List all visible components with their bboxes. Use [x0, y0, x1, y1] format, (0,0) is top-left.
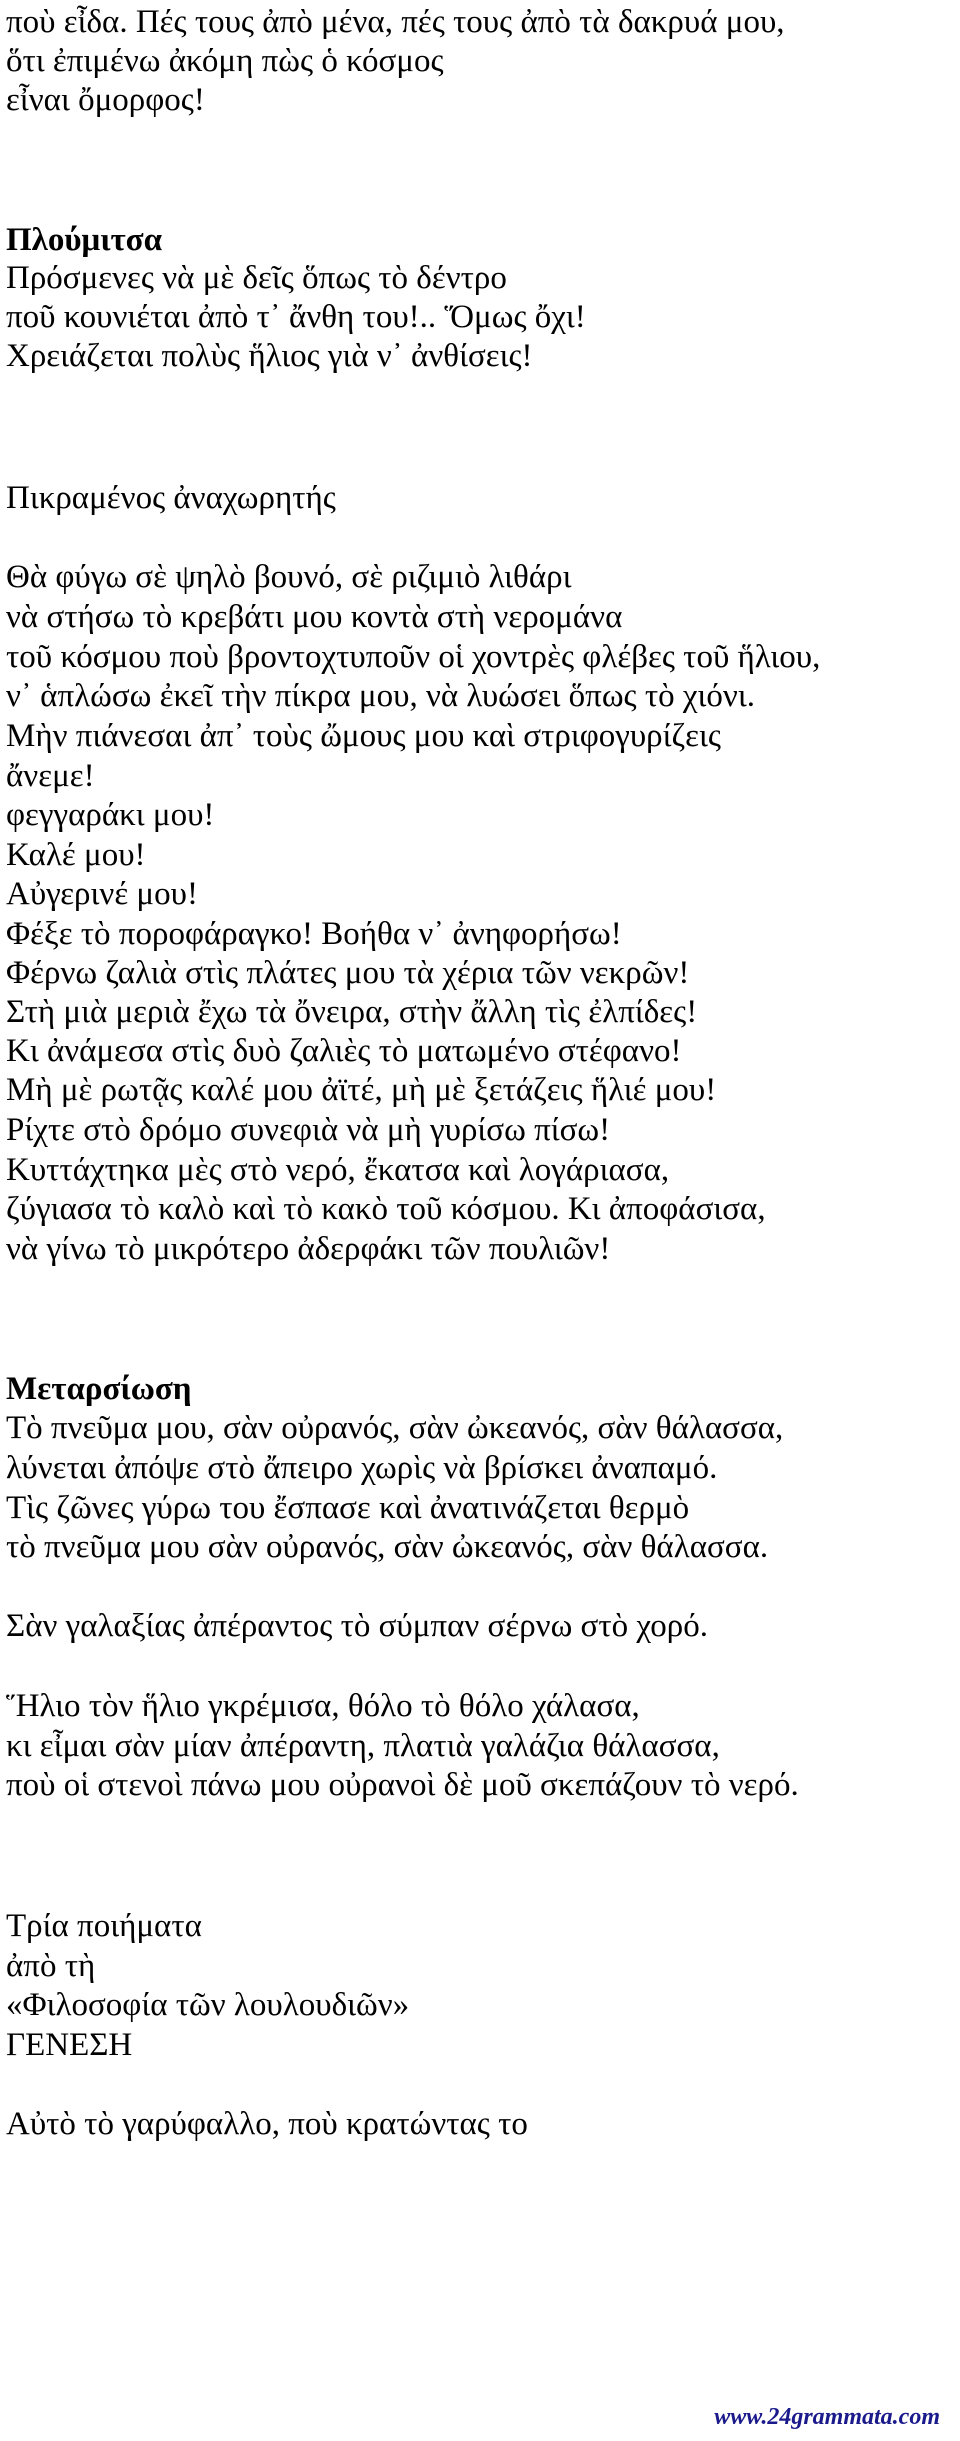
poem-line: Αὐτὸ τὸ γαρύφαλλο, ποὺ κρατώντας το: [6, 2106, 528, 2142]
poem-title-anachoritis: Πικραμένος ἀναχωρητής: [6, 480, 336, 516]
poem-line: εἶναι ὄμορφος!: [6, 82, 205, 118]
poem-line: φεγγαράκι μου!: [6, 797, 215, 833]
poem-line: Τὶς ζῶνες γύρω του ἔσπασε καὶ ἀνατινάζεται θερμὸ: [6, 1490, 690, 1526]
section-heading-line: ἀπὸ τὴ: [6, 1948, 96, 1984]
poem-line: ποὺ εἶδα. Πές τους ἀπὸ μένα, πές τους ἀπὸ τὰ δακρυά μου,: [6, 4, 785, 40]
poem-line: τοῦ κόσμου ποὺ βροντοχτυποῦν οἱ χοντρὲς φλέβες τοῦ ἥλιου,: [6, 639, 821, 675]
poem-line: Στὴ μιὰ μεριὰ ἔχω τὰ ὄνειρα, στὴν ἄλλη τὶς ἐλπίδες!: [6, 994, 698, 1030]
poem-line: Τὸ πνεῦμα μου, σὰν οὐρανός, σὰν ὠκεανός, σὰν θάλασσα,: [6, 1410, 784, 1446]
poem-line: ἄνεμε!: [6, 758, 95, 794]
poem-line: τὸ πνεῦμα μου σὰν οὐρανός, σὰν ὠκεανός, σὰν θάλασσα.: [6, 1529, 769, 1565]
section-heading-line: ΓΕΝΕΣΗ: [6, 2027, 133, 2063]
poem-line: Χρειάζεται πολὺς ἥλιος γιὰ ν᾽ ἀνθίσεις!: [6, 338, 533, 374]
poem-line: Πρόσμενες νὰ μὲ δεῖς ὅπως τὸ δέντρο: [6, 260, 507, 296]
poem-line: Μὴν πιάνεσαι ἀπ᾽ τοὺς ὤμους μου καὶ στριφογυρίζεις: [6, 718, 721, 754]
poem-line: ποῦ κουνιέται ἀπὸ τ᾽ ἄνθη του!.. Ὅμως ὄχι!: [6, 299, 586, 335]
poem-line: Καλέ μου!: [6, 837, 146, 873]
poem-line: ζύγιασα τὸ καλὸ καὶ τὸ κακὸ τοῦ κόσμου. Κι ἀποφάσισα,: [6, 1191, 766, 1227]
footer-site-link[interactable]: www.24grammata.com: [714, 2404, 940, 2430]
poem-title-metarsiosi: Μεταρσίωση: [6, 1371, 192, 1407]
poem-line: Ρίχτε στὸ δρόμο συνεφιὰ νὰ μὴ γυρίσω πίσω!: [6, 1112, 611, 1148]
poem-line: νὰ στήσω τὸ κρεβάτι μου κοντὰ στὴ νερομάνα: [6, 599, 623, 635]
poem-line: Φέξε τὸ ποροφάραγκο! Βοήθα ν᾽ ἀνηφορήσω!: [6, 916, 622, 952]
poem-line: ὅτι ἐπιμένω ἀκόμη πὼς ὁ κόσμος: [6, 43, 444, 79]
poem-line: κι εἶμαι σὰν μίαν ἀπέραντη, πλατιὰ γαλάζια θάλασσα,: [6, 1728, 720, 1764]
poem-line: ν᾽ ἁπλώσω ἐκεῖ τὴν πίκρα μου, νὰ λυώσει ὅπως τὸ χιόνι.: [6, 678, 755, 714]
poem-line: Ἥλιο τὸν ἥλιο γκρέμισα, θόλο τὸ θόλο χάλασα,: [6, 1688, 640, 1724]
poem-title-ploumitsa: Πλούμιτσα: [6, 222, 163, 258]
poem-line: Αὐγερινέ μου!: [6, 876, 198, 912]
section-heading-line: Τρία ποιήματα: [6, 1908, 202, 1944]
poem-line: Θὰ φύγω σὲ ψηλὸ βουνό, σὲ ριζιμιὸ λιθάρι: [6, 559, 572, 595]
poem-line: λύνεται ἀπόψε στὸ ἄπειρο χωρὶς νὰ βρίσκει ἀναπαμό.: [6, 1450, 718, 1486]
poem-line: ποὺ οἱ στενοὶ πάνω μου οὐρανοὶ δὲ μοῦ σκεπάζουν τὸ νερό.: [6, 1767, 799, 1803]
poem-line: νὰ γίνω τὸ μικρότερο ἀδερφάκι τῶν πουλιῶν!: [6, 1231, 611, 1267]
poem-line: Σὰν γαλαξίας ἀπέραντος τὸ σύμπαν σέρνω στὸ χορό.: [6, 1608, 708, 1644]
poem-line: Κι ἀνάμεσα στὶς δυὸ ζαλιὲς τὸ ματωμένο στέφανο!: [6, 1033, 682, 1069]
section-heading-line: «Φιλοσοφία τῶν λουλουδιῶν»: [6, 1987, 410, 2023]
poem-line: Φέρνω ζαλιὰ στὶς πλάτες μου τὰ χέρια τῶν νεκρῶν!: [6, 955, 690, 991]
poem-line: Μὴ μὲ ρωτᾷς καλέ μου ἀϊτέ, μὴ μὲ ξετάζεις ἥλιέ μου!: [6, 1072, 717, 1108]
poem-line: Κυττάχτηκα μὲς στὸ νερό, ἔκατσα καὶ λογάριασα,: [6, 1152, 670, 1188]
